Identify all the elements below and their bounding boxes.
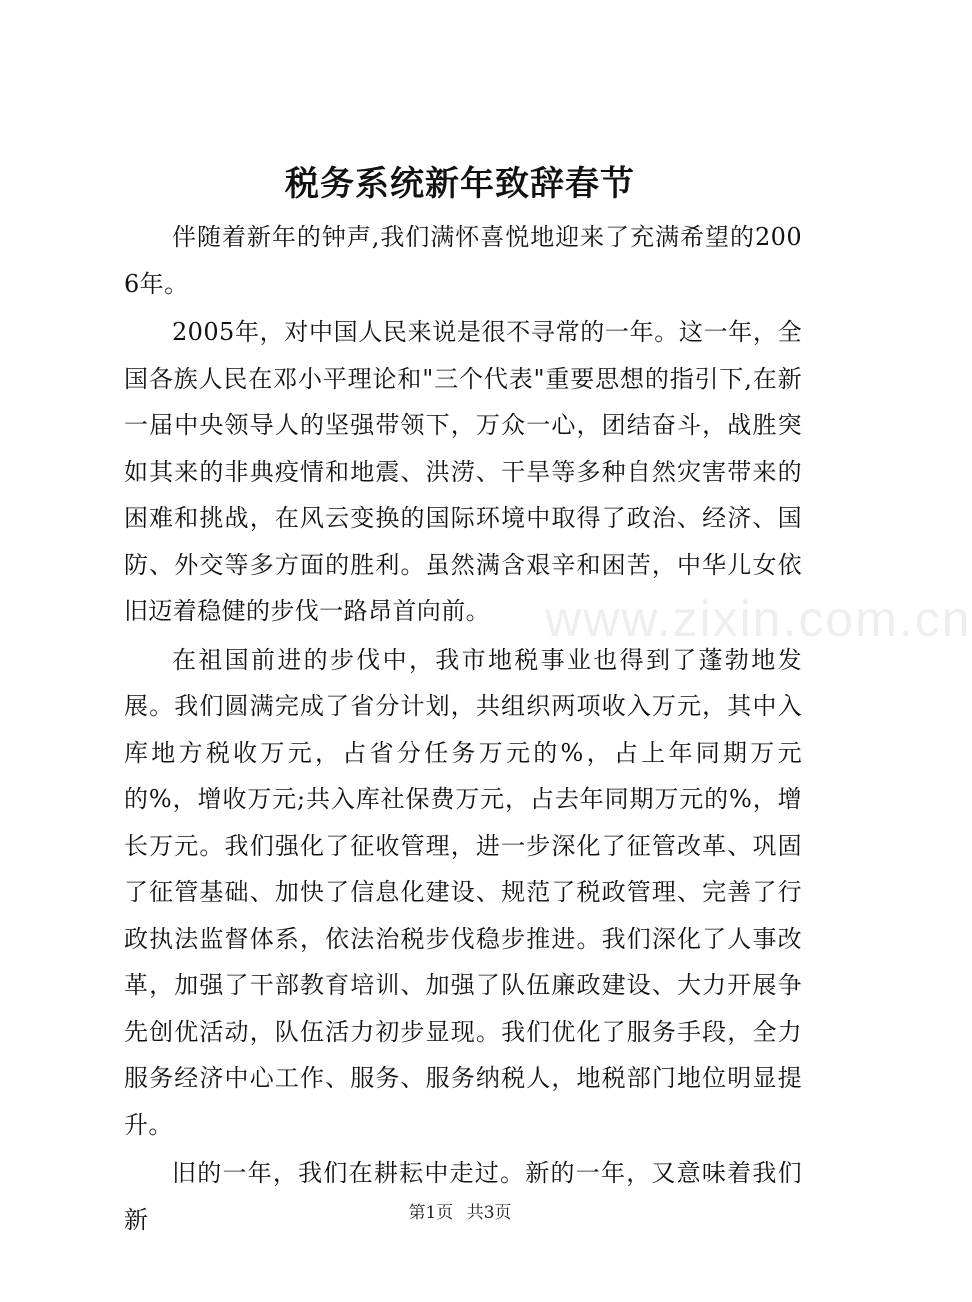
page-total: 共3页 — [466, 1203, 512, 1223]
paragraph-1: 伴随着新年的钟声,我们满怀喜悦地迎来了充满希望的2006年。 — [124, 223, 802, 298]
document-title: 税务系统新年致辞春节 — [285, 164, 635, 204]
paragraph-3: 在祖国前进的步伐中，我市地税事业也得到了蓬勃地发展。我们圆满完成了省分计划，共组织两项收入万元，其中入库地方税收万元，占省分任务万元的%，占上年同期万元的%，增收万元;共入库社保费万元，占去年同期万元的%，增长万元。我们强化了征收管理，进一步深化了征管改革、巩固了征管基础、加快了信息化建设、规范了税政管理、完善了行政执法监督体系，依法治税步伐稳步推进。我们深化了人事改革，加强了干部教育培训、加强了队伍廉政建设、大力开展争先创优活动，队伍活力初步显现。我们优化了服务手段，全力服务经济中心工作、服务、服务纳税人，地税部门地位明显提升。 — [124, 645, 802, 1139]
paragraph-4: 旧的一年，我们在耕耘中走过。新的一年，又意味着我们新 — [124, 1159, 802, 1234]
page-footer — [0, 1198, 920, 1223]
document-body — [124, 214, 802, 1245]
watermark-text: www.zixin.com.cn — [545, 591, 972, 647]
paragraph-2: 2005年，对中国人民来说是很不寻常的一年。这一年，全国各族人民在邓小平理论和"三个代表"重要思想的指引下,在新一届中央领导人的坚强带领下，万众一心，团结奋斗，战胜突如其来的非典疫情和地震、洪涝、干旱等多种自然灾害带来的困难和挑战，在风云变换的国际环境中取得了政治、经济、国防、外交等多方面的胜利。虽然满含艰辛和困苦，中华儿女依旧迈着稳健的步伐一路昂首向前。 — [124, 318, 802, 625]
page-number: 第1页 — [408, 1203, 454, 1223]
